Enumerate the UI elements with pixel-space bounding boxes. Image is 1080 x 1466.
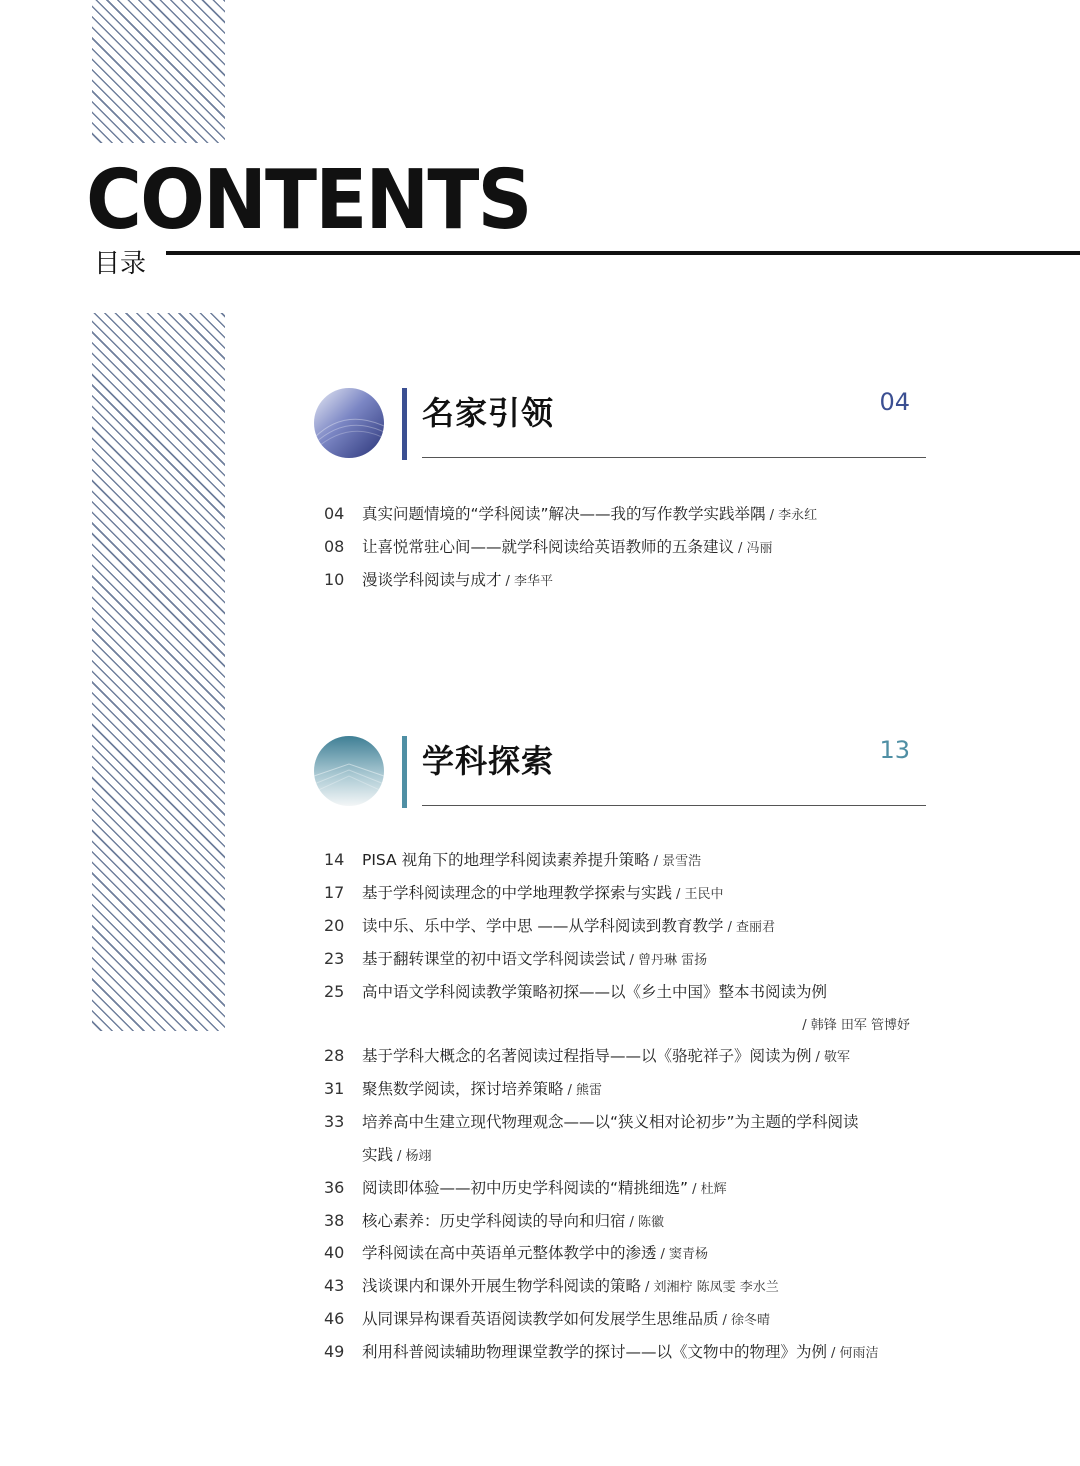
section-heading-2 [314,736,926,816]
toc-entry[interactable] [314,846,924,874]
entry-title: 利用科普阅读辅助物理课堂教学的探讨——以《文物中的物理》为例 [362,1343,828,1361]
toc-entry[interactable] [314,1305,924,1333]
entry-author: / 敬军 [816,1050,851,1065]
toc-entry[interactable] [314,1075,924,1103]
entry-title: PISA 视角下的地理学科阅读素养提升策略 [362,851,650,869]
section-2-name: 学科探索 [422,742,555,780]
entry-author: / 何雨洁 [831,1346,879,1361]
page-title-en: CONTENTS [86,153,531,248]
entry-author: / 李华平 [506,574,554,589]
toc-entry[interactable] [314,1207,924,1235]
entry-title: 聚焦数学阅读，探讨培养策略 [362,1080,564,1098]
entry-title: 从同课异构课看英语阅读教学如何发展学生思维品质 [362,1310,719,1328]
entry-page: 14 [324,850,345,869]
toc-entry-continuation [802,1010,910,1038]
hatch-pattern-side [92,313,225,1031]
entry-author: / 刘湘柠 陈凤雯 李水兰 [645,1280,779,1295]
entry-author: / 景雪浩 [654,854,702,869]
page-title-cn: 目录 [94,249,147,279]
entry-title: 阅读即体验——初中历史学科阅读的“精挑细选” [362,1179,689,1197]
entry-page: 36 [324,1178,345,1197]
entry-title: 基于学科大概念的名著阅读过程指导——以《骆驼祥子》阅读为例 [362,1047,812,1065]
entry-author: / 杜辉 [692,1182,727,1197]
entry-title: 读中乐、乐中学、学中思 ——从学科阅读到教育教学 [362,917,724,935]
toc-entry[interactable] [314,945,924,973]
toc-entry[interactable] [314,1174,924,1202]
entry-page: 46 [324,1309,345,1328]
section-1-divider [422,457,926,458]
section-2-accent-bar [402,736,407,808]
toc-entry[interactable] [314,879,924,907]
entry-page: 33 [324,1112,345,1131]
entry-title: 浅谈课内和课外开展生物学科阅读的策略 [362,1277,642,1295]
entry-title: 培养高中生建立现代物理观念——以“狭义相对论初步”为主题的学科阅读 [362,1113,859,1131]
entry-page: 23 [324,949,345,968]
entry-title: 学科阅读在高中英语单元整体教学中的渗透 [362,1244,657,1262]
entry-author: / 查丽君 [727,920,775,935]
toc-entry[interactable] [314,533,924,561]
entry-author: / 曾丹琳 雷扬 [630,953,708,968]
toc-entry[interactable] [314,566,924,594]
entry-title: 高中语文学科阅读教学策略初探——以《乡土中国》整本书阅读为例 [362,983,828,1001]
entry-author: / 熊雷 [568,1083,603,1098]
entry-page: 43 [324,1276,345,1295]
toc-entry[interactable] [314,500,924,528]
entry-author: / 陈徽 [630,1215,665,1230]
title-divider [166,251,1080,255]
section-2-divider [422,805,926,806]
entry-page: 08 [324,537,345,556]
toc-entry[interactable] [314,1108,924,1136]
entry-page: 10 [324,570,345,589]
section-heading-1 [314,388,926,468]
entry-author: / 王民中 [676,887,724,902]
toc-entry[interactable] [314,1239,924,1267]
section-1-name: 名家引领 [422,394,555,432]
section-1-page: 04 [879,388,910,416]
entry-page: 38 [324,1211,345,1230]
toc-entry-continuation [362,1141,432,1169]
toc-entry[interactable] [314,1272,924,1300]
entry-page: 40 [324,1243,345,1262]
toc-entry[interactable] [314,1042,924,1070]
entry-author: / 韩锋 田军 管博妤 [802,1018,910,1033]
entry-title: 基于翻转课堂的初中语文学科阅读尝试 [362,950,626,968]
entry-page: 20 [324,916,345,935]
toc-entry[interactable] [314,978,924,1006]
entry-title: 核心素养：历史学科阅读的导向和归宿 [362,1212,626,1230]
entry-author: / 窦青杨 [661,1247,709,1262]
entry-page: 49 [324,1342,345,1361]
entry-author: / 冯丽 [738,541,773,556]
toc-entry[interactable] [314,1338,924,1366]
section-2-page: 13 [879,736,910,764]
section-1-emblem-icon [314,388,384,458]
entry-author: / 李永红 [770,508,818,523]
entry-title: 基于学科阅读理念的中学地理教学探索与实践 [362,884,673,902]
entry-title: 真实问题情境的“学科阅读”解决——我的写作教学实践举隅 [362,505,766,523]
entry-page: 25 [324,982,345,1001]
toc-entry[interactable] [314,912,924,940]
entry-author: / 徐冬晴 [723,1313,771,1328]
entry-page: 31 [324,1079,345,1098]
entry-page: 04 [324,504,345,523]
section-1-accent-bar [402,388,407,460]
entry-title: 漫谈学科阅读与成才 [362,571,502,589]
entry-title: 让喜悦常驻心间——就学科阅读给英语教师的五条建议 [362,538,735,556]
section-2-emblem-icon [314,736,384,806]
entry-title-continued: 实践 [362,1146,394,1164]
entry-page: 17 [324,883,345,902]
entry-page: 28 [324,1046,345,1065]
entry-author: / 杨翊 [397,1149,432,1164]
hatch-pattern-top [92,0,225,143]
